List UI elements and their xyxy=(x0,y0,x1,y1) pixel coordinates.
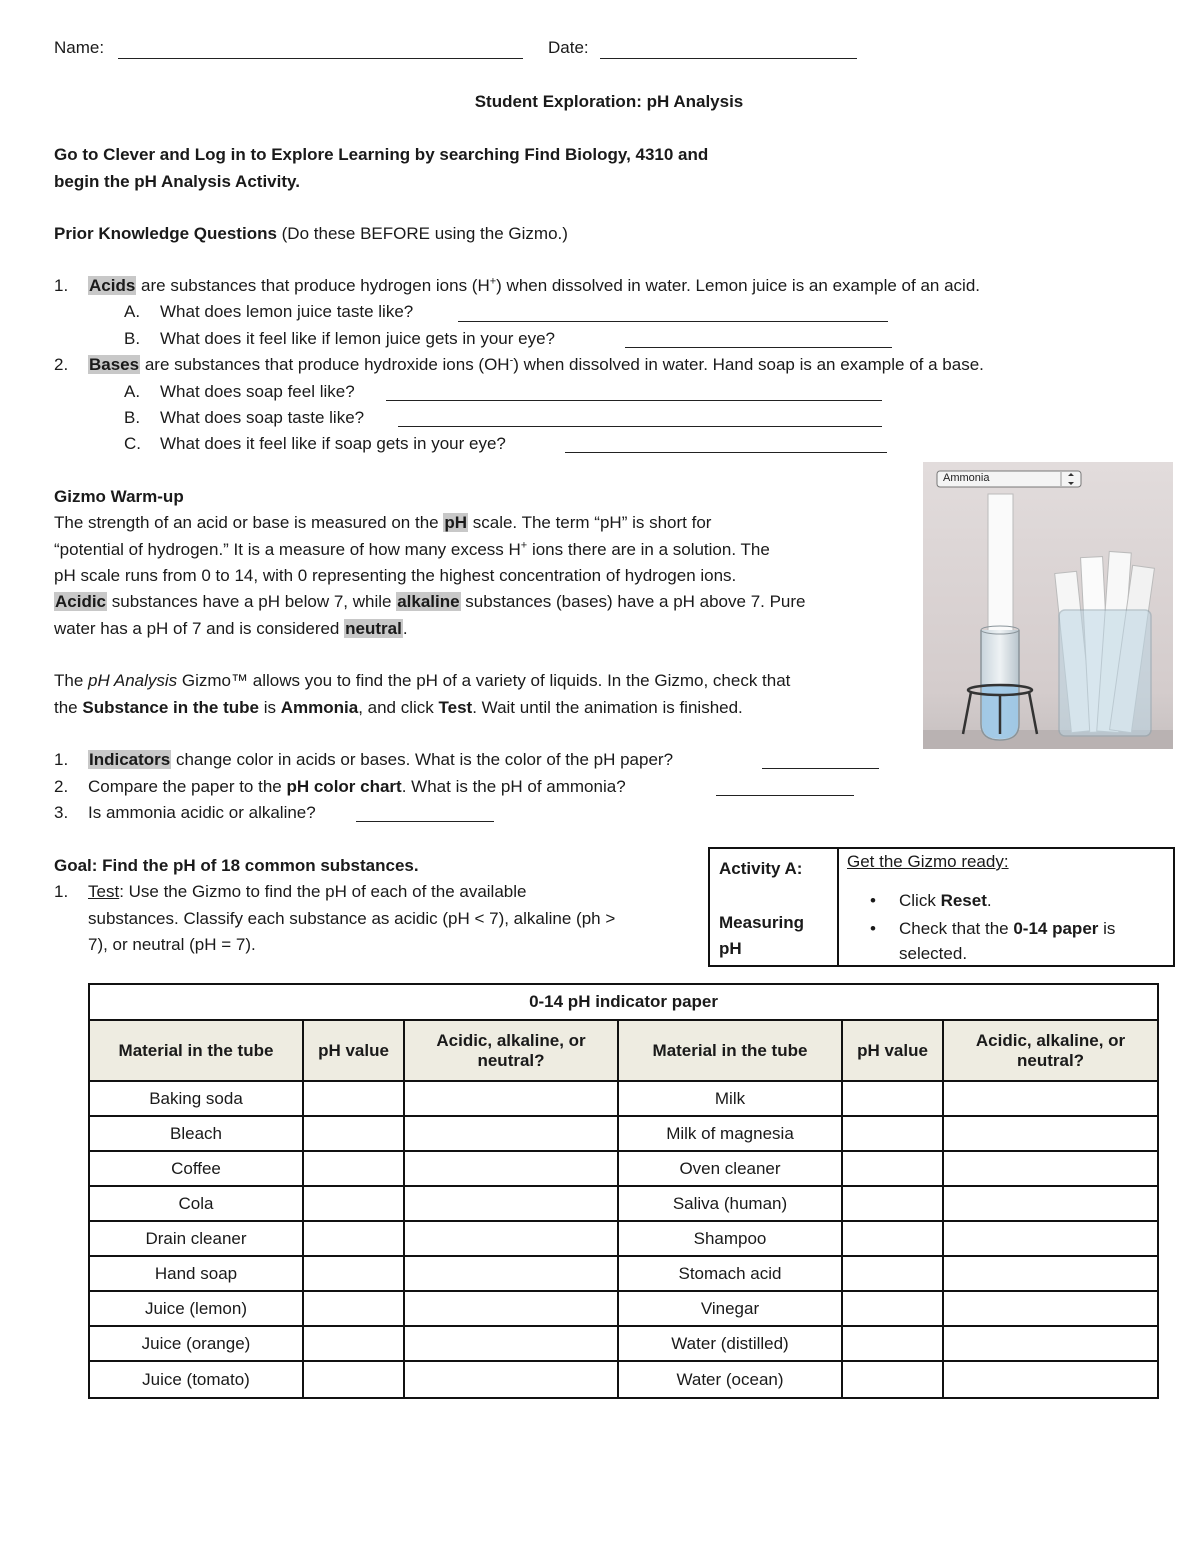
col-ph-left: pH value xyxy=(303,1020,404,1081)
bullet-2-a: Check that the xyxy=(899,919,1014,938)
warmup-p4-b: substances (bases) have a pH above 7. Pure xyxy=(460,592,806,611)
q2a-answer-line[interactable] xyxy=(386,400,882,401)
table-row xyxy=(89,1221,1158,1256)
ph-value-cell[interactable] xyxy=(303,1326,404,1361)
q2a-text: What does soap feel like? xyxy=(160,382,355,401)
table-body xyxy=(89,1081,1158,1398)
warmup-p7-a: the xyxy=(54,698,83,717)
q2c-letter: C. xyxy=(124,434,141,453)
warmup-q2-pre: Compare the paper to the xyxy=(88,777,287,796)
q2-text-a: are substances that produce hydroxide ions (OH xyxy=(140,355,510,374)
ph-value-cell[interactable] xyxy=(303,1081,404,1116)
goal-number: 1. xyxy=(54,882,69,901)
goal-line-2: substances. Classify each substance as acidic (pH < 7), alkaline (ph > xyxy=(88,909,616,928)
material-cell-left: Cola xyxy=(89,1186,303,1221)
classification-cell[interactable] xyxy=(404,1221,618,1256)
classification-cell[interactable] xyxy=(943,1221,1158,1256)
col-material-left: Material in the tube xyxy=(89,1020,303,1081)
warmup-p2-sup: + xyxy=(520,539,528,552)
classification-cell[interactable] xyxy=(404,1081,618,1116)
bullet-2-text xyxy=(899,919,1115,939)
warmup-p7-d: . Wait until the animation is finished. xyxy=(472,698,743,717)
classification-cell[interactable] xyxy=(943,1256,1158,1291)
table-row xyxy=(89,1151,1158,1186)
q1b-answer-line[interactable] xyxy=(625,347,892,348)
classification-cell[interactable] xyxy=(404,1361,618,1398)
q2b-letter: B. xyxy=(124,408,141,427)
classification-cell[interactable] xyxy=(943,1116,1158,1151)
material-cell-left: Juice (lemon) xyxy=(89,1291,303,1326)
classification-cell[interactable] xyxy=(943,1326,1158,1361)
ph-value-cell[interactable] xyxy=(842,1256,943,1291)
classification-cell[interactable] xyxy=(943,1081,1158,1116)
prior-q2-text xyxy=(88,355,984,375)
ph-data-table xyxy=(88,983,1159,1399)
ph-value-cell[interactable] xyxy=(842,1186,943,1221)
col-classification-right: Acidic, alkaline, or neutral? xyxy=(943,1020,1158,1081)
ph-value-cell[interactable] xyxy=(842,1291,943,1326)
material-cell-right: Water (ocean) xyxy=(618,1361,842,1398)
ph-value-cell[interactable] xyxy=(303,1361,404,1398)
bullet-1-c: . xyxy=(986,891,992,910)
indicators-term: Indicators xyxy=(89,750,171,769)
bullet-1-b: Reset xyxy=(940,891,987,910)
classification-cell[interactable] xyxy=(943,1186,1158,1221)
q2b-answer-line[interactable] xyxy=(398,426,882,427)
material-cell-right: Saliva (human) xyxy=(618,1186,842,1221)
prior-heading-rest: (Do these BEFORE using the Gizmo.) xyxy=(276,224,568,243)
q2c-text: What does it feel like if soap gets in your eye? xyxy=(160,434,506,453)
gizmo-illustration xyxy=(923,462,1173,749)
bullet-2-b: 0-14 paper xyxy=(1013,919,1099,938)
warmup-q1-number: 1. xyxy=(54,750,69,769)
goal-line-1 xyxy=(88,882,526,902)
activity-measuring: Measuring xyxy=(719,913,805,932)
q1a-answer-line[interactable] xyxy=(458,321,888,322)
ph-value-cell[interactable] xyxy=(842,1326,943,1361)
q1-text-a: are substances that produce hydrogen ions (H xyxy=(136,276,490,295)
get-ready-text: Get the Gizmo ready: xyxy=(847,852,1009,871)
test-label: Test xyxy=(88,882,120,901)
bullet-2-text-cont: selected. xyxy=(899,944,968,963)
ph-value-cell[interactable] xyxy=(303,1256,404,1291)
classification-cell[interactable] xyxy=(404,1326,618,1361)
prior-q1-text xyxy=(88,276,980,296)
classification-cell[interactable] xyxy=(404,1291,618,1326)
date-label: Date: xyxy=(548,38,589,57)
activity-label: Activity A: xyxy=(719,859,803,878)
table-row xyxy=(89,1326,1158,1361)
table-caption: 0-14 pH indicator paper xyxy=(89,984,1158,1020)
material-cell-left: Juice (tomato) xyxy=(89,1361,303,1398)
prior-heading-bold: Prior Knowledge Questions xyxy=(54,224,277,243)
q1-sup: + xyxy=(489,275,497,288)
q1b-letter: B. xyxy=(124,329,141,348)
bullet-1: • xyxy=(870,891,876,910)
material-cell-right: Water (distilled) xyxy=(618,1326,842,1361)
material-cell-left: Baking soda xyxy=(89,1081,303,1116)
q1a-letter: A. xyxy=(124,302,141,321)
warmup-p6 xyxy=(54,671,790,691)
q1b-text: What does it feel like if lemon juice gets in your eye? xyxy=(160,329,555,348)
material-cell-left: Coffee xyxy=(89,1151,303,1186)
warmup-p6-a: The xyxy=(54,671,89,690)
material-cell-left: Drain cleaner xyxy=(89,1221,303,1256)
warmup-p4-a: substances have a pH below 7, while xyxy=(107,592,397,611)
ph-value-cell[interactable] xyxy=(303,1291,404,1326)
instructions-line-1: Go to Clever and Log in to Explore Learning by searching Find Biology, 4310 and xyxy=(54,145,709,164)
q2a-letter: A. xyxy=(124,382,141,401)
col-ph-right: pH value xyxy=(842,1020,943,1081)
gizmo-svg xyxy=(923,462,1173,749)
bullet-1-text xyxy=(899,891,992,911)
material-cell-right: Stomach acid xyxy=(618,1256,842,1291)
warmup-p5-b: . xyxy=(402,619,408,638)
classification-cell[interactable] xyxy=(943,1361,1158,1398)
acidic-term: Acidic xyxy=(55,592,107,611)
warmup-p1-a: The strength of an acid or base is measured on the xyxy=(54,513,444,532)
ph-value-cell[interactable] xyxy=(303,1151,404,1186)
warmup-q3-answer-line[interactable] xyxy=(356,821,494,822)
material-cell-left: Hand soap xyxy=(89,1256,303,1291)
bullet-1-a: Click xyxy=(899,891,941,910)
page-title: Student Exploration: pH Analysis xyxy=(474,92,744,111)
classification-cell[interactable] xyxy=(404,1256,618,1291)
material-cell-right: Oven cleaner xyxy=(618,1151,842,1186)
warmup-p4 xyxy=(54,592,806,612)
q1-text-b: ) when dissolved in water. Lemon juice is an example of an acid. xyxy=(496,276,980,295)
goal-line-1-text: : Use the Gizmo to find the pH of each of the available xyxy=(119,882,527,901)
warmup-p7-bold3: Test xyxy=(438,698,473,717)
material-cell-right: Shampoo xyxy=(618,1221,842,1256)
warmup-p2-a: “potential of hydrogen.” It is a measure of how many excess H xyxy=(54,540,521,559)
bullet-2: • xyxy=(870,919,876,938)
warmup-q2-number: 2. xyxy=(54,777,69,796)
activity-ph: pH xyxy=(719,939,742,958)
ph-value-cell[interactable] xyxy=(842,1081,943,1116)
warmup-q3-number: 3. xyxy=(54,803,69,822)
classification-cell[interactable] xyxy=(943,1291,1158,1326)
warmup-p7-bold1: Substance in the tube xyxy=(82,698,259,717)
warmup-q1-text xyxy=(88,750,673,770)
warmup-p6-b: Gizmo™ allows you to find the pH of a variety of liquids. In the Gizmo, check that xyxy=(177,671,791,690)
classification-cell[interactable] xyxy=(943,1151,1158,1186)
warmup-p6-italic: pH Analysis xyxy=(88,671,178,690)
warmup-p1-b: scale. The term “pH” is short for xyxy=(468,513,712,532)
activity-label-cell xyxy=(710,849,839,965)
warmup-p7-b: is xyxy=(259,698,281,717)
warmup-p1 xyxy=(54,513,711,533)
ph-value-cell[interactable] xyxy=(842,1116,943,1151)
table-row xyxy=(89,1186,1158,1221)
get-ready-heading xyxy=(847,852,1009,872)
q1a-text: What does lemon juice taste like? xyxy=(160,302,414,321)
activity-box xyxy=(708,847,1175,967)
q2-text-b: ) when dissolved in water. Hand soap is an example of a base. xyxy=(513,355,984,374)
warmup-q3-text: Is ammonia acidic or alkaline? xyxy=(88,803,316,822)
acids-term: Acids xyxy=(89,276,136,295)
ph-value-cell[interactable] xyxy=(303,1186,404,1221)
ph-value-cell[interactable] xyxy=(842,1151,943,1186)
classification-cell[interactable] xyxy=(404,1116,618,1151)
ph-value-cell[interactable] xyxy=(842,1361,943,1398)
classification-cell[interactable] xyxy=(404,1151,618,1186)
goal-line-3: 7), or neutral (pH = 7). xyxy=(88,935,256,954)
warmup-q1-answer-line[interactable] xyxy=(762,768,879,769)
warmup-p7-c: , and click xyxy=(358,698,439,717)
warmup-q2-text xyxy=(88,777,626,797)
warmup-p2 xyxy=(54,540,770,560)
ph-term: pH xyxy=(444,513,468,532)
instructions-line-2: begin the pH Analysis Activity. xyxy=(54,172,300,191)
warmup-q2-body: . What is the pH of ammonia? xyxy=(401,777,626,796)
prior-q1-number: 1. xyxy=(54,276,69,295)
prior-q2-number: 2. xyxy=(54,355,69,374)
warmup-p5 xyxy=(54,619,408,639)
q2c-answer-line[interactable] xyxy=(565,452,887,453)
warmup-p2-b: ions there are in a solution. The xyxy=(527,540,770,559)
warmup-q2-answer-line[interactable] xyxy=(716,795,854,796)
dropdown-value: Ammonia xyxy=(943,472,990,484)
warmup-p3: pH scale runs from 0 to 14, with 0 representing the highest concentration of hydrogen ions. xyxy=(54,566,737,585)
warmup-p5-a: water has a pH of 7 and is considered xyxy=(54,619,345,638)
material-cell-right: Milk of magnesia xyxy=(618,1116,842,1151)
col-classification-left: Acidic, alkaline, or neutral? xyxy=(404,1020,618,1081)
table-header-row xyxy=(89,1020,1158,1081)
ph-value-cell[interactable] xyxy=(842,1221,943,1256)
goal-heading: Goal: Find the pH of 18 common substances. xyxy=(54,856,419,875)
bullet-2-c: is xyxy=(1098,919,1116,938)
ph-value-cell[interactable] xyxy=(303,1221,404,1256)
q2b-text: What does soap taste like? xyxy=(160,408,365,427)
material-cell-left: Juice (orange) xyxy=(89,1326,303,1361)
name-label: Name: xyxy=(54,38,105,57)
warmup-heading: Gizmo Warm-up xyxy=(54,487,184,506)
neutral-term: neutral xyxy=(345,619,402,638)
warmup-q2-bold: pH color chart xyxy=(286,777,402,796)
material-cell-right: Milk xyxy=(618,1081,842,1116)
warmup-p7 xyxy=(54,698,743,718)
alkaline-term: alkaline xyxy=(397,592,460,611)
material-cell-left: Bleach xyxy=(89,1116,303,1151)
table-caption-row xyxy=(89,984,1158,1020)
date-field[interactable] xyxy=(600,58,857,59)
table-row xyxy=(89,1081,1158,1116)
col-material-right: Material in the tube xyxy=(618,1020,842,1081)
bases-term: Bases xyxy=(89,355,140,374)
table-row xyxy=(89,1116,1158,1151)
table-row xyxy=(89,1291,1158,1326)
material-cell-right: Vinegar xyxy=(618,1291,842,1326)
prior-knowledge-heading xyxy=(54,224,568,244)
ph-value-cell[interactable] xyxy=(303,1116,404,1151)
table-row xyxy=(89,1361,1158,1398)
table-row xyxy=(89,1256,1158,1291)
q2-sup: - xyxy=(509,354,514,367)
name-field[interactable] xyxy=(118,58,523,59)
classification-cell[interactable] xyxy=(404,1186,618,1221)
warmup-q1-body: change color in acids or bases. What is the color of the pH paper? xyxy=(171,750,674,769)
warmup-p7-bold2: Ammonia xyxy=(280,698,359,717)
